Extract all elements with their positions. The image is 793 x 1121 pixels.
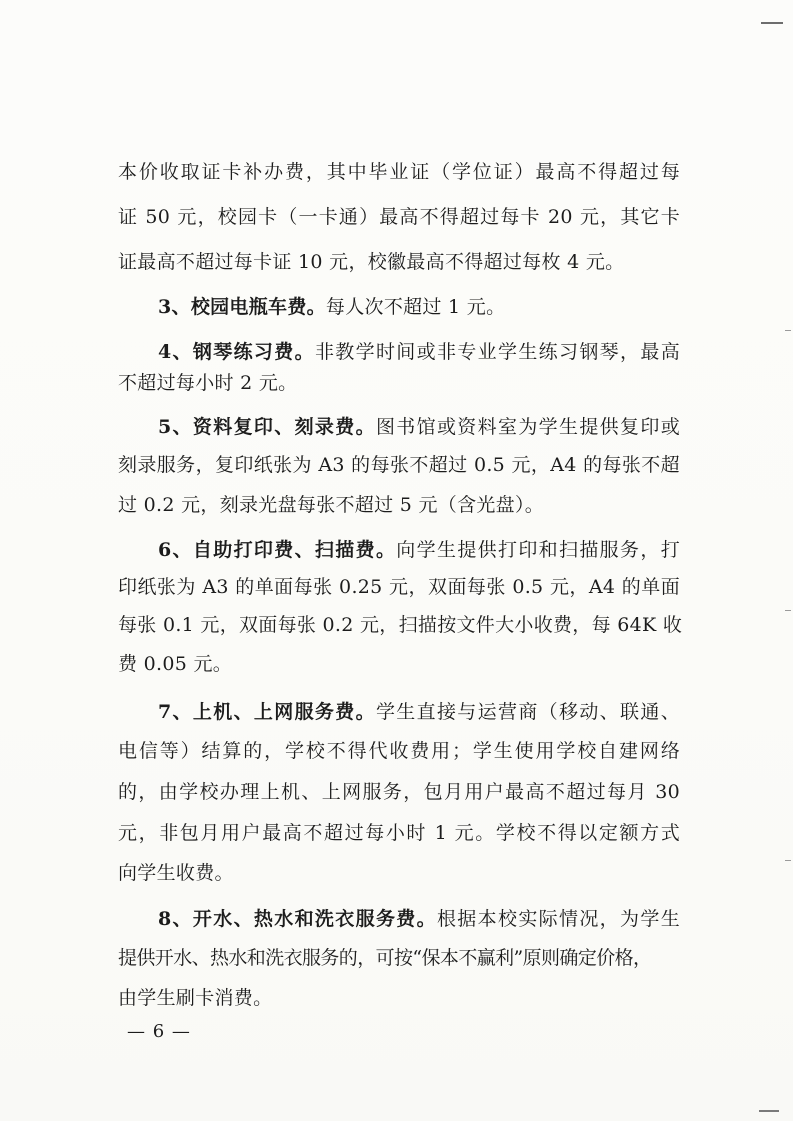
item-heading: 4、钢琴练习费。 [158,341,315,363]
body-line: 印纸张为 A3 的单面每张 0.25 元，双面每张 0.5 元，A4 的单面 [118,576,680,598]
item-text: 根据本校实际情况，为学生 [436,908,680,930]
list-item-4 [158,339,680,365]
page-number: — 6 — [127,1021,191,1042]
item-heading: 8、开水、热水和洗衣服务费。 [158,908,437,930]
body-line: 向学生收费。 [118,862,234,884]
item-heading: 6、自助打印费、扫描费。 [158,539,397,561]
item-text: 非教学时间或非专业学生练习钢琴，最高 [314,341,680,363]
list-item-6 [158,537,680,563]
body-line: 每张 0.1 元，双面每张 0.2 元，扫描按文件大小收费，每 64K 收 [118,614,683,636]
item-text: 图书馆或资料室为学生提供复印或 [375,416,680,438]
item-heading: 3、校园电瓶车费。 [158,296,326,318]
body-line: 元，非包月用户最高不超过每小时 1 元。学校不得以定额方式 [118,822,680,844]
body-line: 证 50 元，校园卡（一卡通）最高不得超过每卡 20 元，其它卡 [118,206,680,228]
body-line: 电信等）结算的，学校不得代收费用；学生使用学校自建网络 [118,740,680,762]
scan-corner-mark [759,1110,779,1112]
body-line: 的，由学校办理上机、上网服务，包月用户最高不超过每月 30 [118,781,680,803]
list-item-5 [158,414,680,440]
body-line: 提供开水、热水和洗衣服务的，可按“保本不赢利”原则确定价格， [118,947,652,969]
scan-corner-mark [761,22,783,24]
body-line: 费 0.05 元。 [118,653,233,675]
scan-edge-mark [785,860,791,861]
item-text: 向学生提供打印和扫描服务，打 [396,539,681,561]
item-heading: 7、上机、上网服务费。 [158,701,376,723]
list-item-7 [158,699,680,725]
item-text: 学生直接与运营商（移动、联通、 [375,701,680,723]
body-line: 本价收取证卡补办费，其中毕业证（学位证）最高不得超过每 [118,161,680,183]
body-line: 不超过每小时 2 元。 [118,372,298,394]
body-line: 刻录服务，复印纸张为 A3 的每张不超过 0.5 元，A4 的每张不超 [118,454,680,476]
body-line: 过 0.2 元，刻录光盘每张不超过 5 元（含光盘）。 [118,494,545,516]
item-text: 每人次不超过 1 元。 [325,296,506,318]
scan-edge-mark [785,330,791,331]
body-line: 由学生刷卡消费。 [118,987,273,1009]
list-item-8 [158,906,680,932]
list-item-3 [158,294,680,320]
body-line: 证最高不超过每卡证 10 元，校徽最高不得超过每枚 4 元。 [118,251,625,273]
scan-edge-mark [785,610,791,611]
item-heading: 5、资料复印、刻录费。 [158,416,376,438]
